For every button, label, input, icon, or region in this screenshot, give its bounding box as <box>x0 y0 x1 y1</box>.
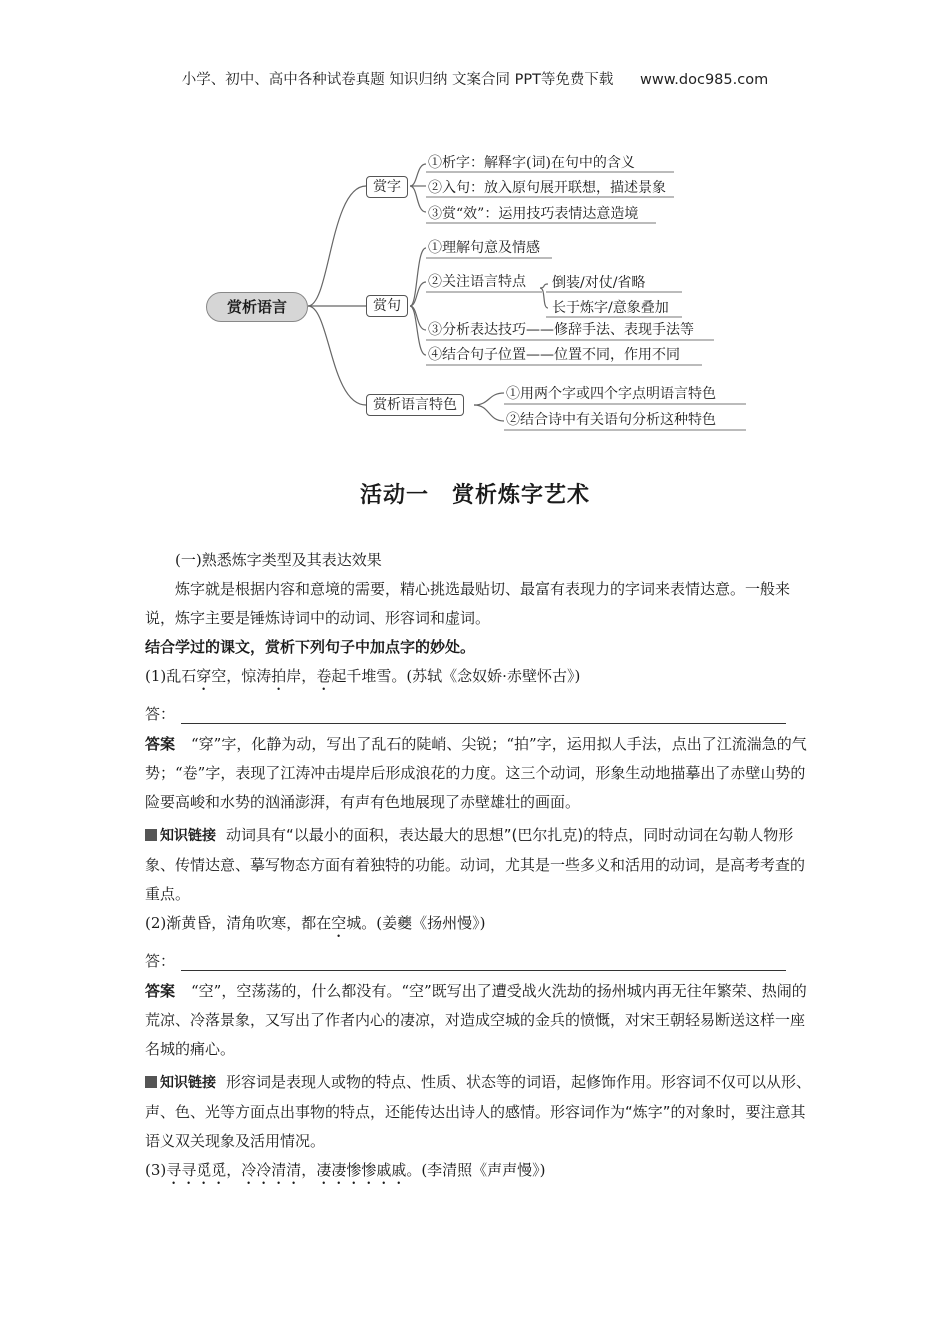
answer-label: 答案 <box>145 735 176 753</box>
knowledge-1-text: 动词具有“以最小的面积，表达最大的思想”(巴尔扎克)的特点，同时动词在勾勒人物形象、传情达意、摹写物态方面有着独特的功能。动词，尤其是一些多义和活用的动词，是高考考查的重点。 <box>145 826 806 903</box>
word-item-2: ②入句：放入原句展开联想，描述景象 <box>428 180 666 196</box>
knowledge-2-text: 形容词是表现人或物的特点、性质、状态等的词语，起修饰作用。形容词不仅可以从形、声、色、光等方面点出事物的特点，还能传达出诗人的感情。形容词作为“炼字”的对象时，要注意其语义双关现象及活用情况。 <box>145 1073 812 1150</box>
feature-item-2: ②结合诗中有关语句分析这种特色 <box>506 412 716 428</box>
emphasized-chars: 冷冷清清 <box>241 1161 302 1179</box>
header-site-link[interactable]: www.doc985.com <box>640 72 769 88</box>
knowledge-link-badge: 知识链接 <box>145 1069 216 1098</box>
branch-language-features: 赏析语言特色 <box>366 394 464 416</box>
section-heading: (一)熟悉炼字类型及其表达效果 <box>175 551 382 569</box>
emphasized-char: 卷 <box>316 667 332 685</box>
emphasized-char: 穿 <box>196 667 212 685</box>
main-content <box>145 546 813 1188</box>
answer-blank-2[interactable]: 答： <box>145 945 813 971</box>
branch-appreciate-sentence: 赏句 <box>366 295 408 317</box>
emphasized-char: 拍 <box>271 667 287 685</box>
activity-title: 活动一 赏析炼字艺术 <box>359 483 590 508</box>
answer-2-text: “空”，空荡荡的，什么都没有。“空”既写出了遭受战火洗劫的扬州城内再无往年繁荣、热闹的荒凉、冷落景象，又写出了作者内心的凄凉，对造成空城的金兵的愤慨，对宋王朝轻易断送这样一座名城的痛心。 <box>145 982 807 1058</box>
sentence-item-4: ④结合句子位置——位置不同，作用不同 <box>428 347 680 363</box>
mind-map <box>190 142 770 442</box>
question-2: (2)渐黄昏，清角吹寒，都在空城。(姜夔《扬州慢》) <box>145 914 486 932</box>
branch-appreciate-word: 赏字 <box>366 176 408 198</box>
answer-1 <box>145 730 813 817</box>
word-item-1: ①析字：解释字(词)在句中的含义 <box>428 155 635 171</box>
emphasized-char: 空 <box>331 914 347 932</box>
question-3: (3)寻寻觅觅，冷冷清清，凄凄惨惨戚戚。(李清照《声声慢》) <box>145 1161 546 1179</box>
sentence-item-3: ③分析表达技巧——修辞手法、表现手法等 <box>428 322 694 338</box>
answer-blank-1[interactable]: 答： <box>145 698 813 724</box>
knowledge-link-1 <box>145 821 813 909</box>
emphasized-chars: 寻寻觅觅 <box>166 1161 227 1179</box>
task-instruction: 结合学过的课文，赏析下列句子中加点字的妙处。 <box>145 638 476 656</box>
sentence-item-1: ①理解句意及情感 <box>428 240 540 256</box>
page-header <box>0 68 950 89</box>
feature-item-1: ①用两个字或四个字点明语言特色 <box>506 386 716 402</box>
answer-2 <box>145 977 813 1064</box>
question-1: (1)乱石穿空，惊涛拍岸，卷起千堆雪。(苏轼《念奴娇·赤壁怀古》) <box>145 667 581 685</box>
emphasized-chars: 凄凄惨惨戚戚 <box>316 1161 407 1179</box>
word-item-3: ③赏“效”：运用技巧表情达意造境 <box>428 206 639 222</box>
sentence-sub-item-1: 倒装/对仗/省略 <box>552 275 646 291</box>
knowledge-link-badge: 知识链接 <box>145 822 216 851</box>
mind-map-root: 赏析语言 <box>206 292 308 322</box>
knowledge-link-2 <box>145 1068 813 1156</box>
sentence-sub-item-2: 长于炼字/意象叠加 <box>552 300 669 316</box>
answer-label: 答案 <box>145 982 176 1000</box>
sentence-item-2: ②关注语言特点 <box>428 274 526 290</box>
header-tagline: 小学、初中、高中各种试卷真题 知识归纳 文案合同 PPT等免费下载 <box>181 72 614 88</box>
answer-1-text: “穿”字，化静为动，写出了乱石的陡峭、尖锐；“拍”字，运用拟人手法，点出了江流湍急的气势；“卷”字，表现了江涛冲击堤岸后形成浪花的力度。这三个动词，形象生动地描摹出了赤壁山势的险要高峻和水势的汹涌澎湃，有声有色地展现了赤壁雄壮的画面。 <box>145 735 807 811</box>
intro-paragraph: 炼字就是根据内容和意境的需要，精心挑选最贴切、最富有表现力的字词来表情达意。一般来说，炼字主要是锤炼诗词中的动词、形容词和虚词。 <box>145 580 791 627</box>
